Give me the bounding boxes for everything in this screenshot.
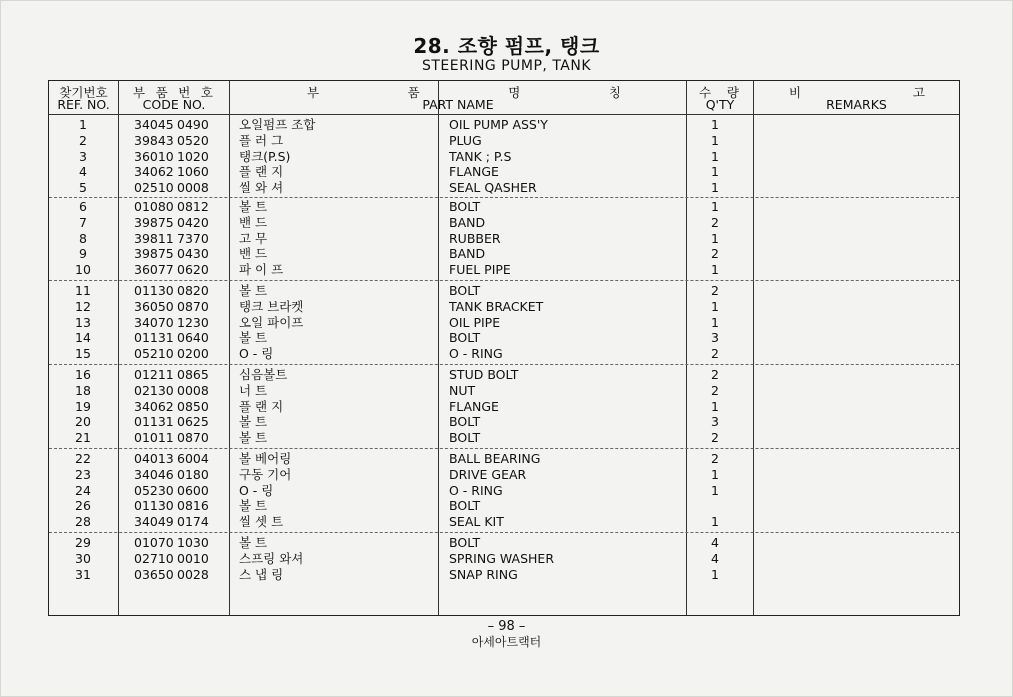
part-name-english: BOLT — [449, 535, 481, 550]
code-part-1: 01131 — [134, 330, 174, 346]
ref-no: 1 — [79, 117, 87, 132]
part-name-english: NUT — [449, 382, 476, 398]
quantity: 2 — [711, 346, 719, 362]
quantity: 1 — [711, 314, 719, 330]
quantity: 1 — [711, 398, 719, 414]
code-part-1: 02130 — [134, 382, 174, 398]
ref-no: 7 — [79, 214, 87, 230]
table-row — [49, 117, 961, 133]
part-name-korean: 스프링 와셔 — [239, 550, 304, 566]
code-part-2: 0008 — [177, 180, 209, 196]
code-part-2: 0865 — [177, 367, 209, 382]
part-name-korean: 볼 트 — [239, 498, 268, 514]
ref-no: 28 — [75, 514, 91, 530]
code-part-2: 0174 — [177, 514, 209, 530]
quantity: 1 — [711, 230, 719, 246]
ref-no: 30 — [75, 550, 91, 566]
part-name-english: DRIVE GEAR — [449, 466, 527, 482]
part-name-english: BAND — [449, 246, 486, 262]
code-part-1: 34062 — [134, 164, 174, 180]
table-row — [49, 414, 961, 430]
part-name-korean: 볼 트 — [239, 283, 268, 298]
code-part-2: 0520 — [177, 132, 209, 148]
ref-no: 8 — [79, 230, 87, 246]
header-qty-en: Q'TY — [705, 97, 735, 112]
table-row — [49, 133, 961, 149]
header-ref-en: REF. NO. — [57, 97, 110, 112]
table-row — [49, 180, 961, 196]
quantity: 1 — [711, 566, 719, 582]
quantity: 1 — [711, 132, 719, 148]
code-part-1: 36050 — [134, 298, 174, 314]
header-remarks-en: REMARKS — [826, 97, 887, 112]
ref-no: 6 — [79, 199, 87, 214]
header-ref-ko: 찾기번호 — [59, 85, 108, 100]
table-row — [49, 149, 961, 165]
table-row — [49, 399, 961, 415]
quantity: 3 — [711, 330, 719, 346]
part-name-korean: 볼 트 — [239, 430, 268, 446]
quantity: 1 — [711, 466, 719, 482]
ref-no: 20 — [75, 414, 91, 430]
part-name-korean: 오일펌프 조합 — [239, 117, 316, 132]
table-row — [49, 315, 961, 331]
part-name-korean: 플 랜 지 — [239, 398, 284, 414]
code-part-1: 04013 — [134, 451, 174, 466]
table-row — [49, 330, 961, 346]
table-row — [49, 514, 961, 530]
quantity: 1 — [711, 298, 719, 314]
ref-no: 23 — [75, 466, 91, 482]
code-part-1: 01080 — [134, 199, 174, 214]
code-part-1: 05210 — [134, 346, 174, 362]
code-part-1: 34045 — [134, 117, 174, 132]
quantity: 4 — [711, 550, 719, 566]
ref-no: 11 — [75, 283, 91, 298]
quantity: 1 — [711, 199, 719, 214]
code-part-2: 0180 — [177, 466, 209, 482]
part-name-korean: 볼 트 — [239, 330, 268, 346]
part-name-korean: 구동 기어 — [239, 466, 292, 482]
part-name-korean: 씰 셋 트 — [239, 514, 284, 530]
code-part-2: 0850 — [177, 398, 209, 414]
header-remarks-ko: 비 고 — [789, 85, 925, 100]
code-part-2: 1060 — [177, 164, 209, 180]
part-name-english: TANK BRACKET — [449, 298, 544, 314]
code-part-1: 01070 — [134, 535, 174, 550]
table-row — [49, 567, 961, 583]
code-part-1: 02710 — [134, 550, 174, 566]
part-name-english: BOLT — [449, 498, 481, 514]
table-row — [49, 498, 961, 514]
part-name-english: PLUG — [449, 132, 482, 148]
quantity: 1 — [711, 117, 719, 132]
table-row — [49, 262, 961, 278]
code-part-1: 02510 — [134, 180, 174, 196]
part-name-english: O - RING — [449, 482, 503, 498]
table-row — [49, 246, 961, 262]
code-part-1: 39875 — [134, 246, 174, 262]
part-name-korean: O - 링 — [239, 346, 274, 362]
table-row — [49, 199, 961, 215]
code-part-2: 0028 — [177, 566, 209, 582]
ref-no: 22 — [75, 451, 91, 466]
part-name-korean: 플 러 그 — [239, 132, 284, 148]
code-part-2: 0640 — [177, 330, 209, 346]
quantity: 1 — [711, 164, 719, 180]
table-row — [49, 430, 961, 446]
ref-no: 10 — [75, 262, 91, 278]
code-part-1: 01130 — [134, 498, 174, 514]
quantity: 1 — [711, 180, 719, 196]
quantity: 2 — [711, 451, 719, 466]
table-row — [49, 483, 961, 499]
part-name-english: O - RING — [449, 346, 503, 362]
code-part-2: 0010 — [177, 550, 209, 566]
table-row — [49, 164, 961, 180]
code-part-1: 39843 — [134, 132, 174, 148]
ref-no: 13 — [75, 314, 91, 330]
header-code-en: CODE NO. — [142, 97, 206, 112]
quantity: 2 — [711, 246, 719, 262]
code-part-1: 01131 — [134, 414, 174, 430]
ref-no: 24 — [75, 482, 91, 498]
code-part-1: 01130 — [134, 283, 174, 298]
code-part-1: 34062 — [134, 398, 174, 414]
quantity: 2 — [711, 214, 719, 230]
code-part-2: 0490 — [177, 117, 209, 132]
quantity: 1 — [711, 148, 719, 164]
table-row — [49, 383, 961, 399]
part-name-english: BOLT — [449, 430, 481, 446]
quantity: 2 — [711, 367, 719, 382]
table-row — [49, 451, 961, 467]
header-divider — [49, 114, 959, 115]
table-row — [49, 367, 961, 383]
ref-no: 21 — [75, 430, 91, 446]
code-part-2: 0430 — [177, 246, 209, 262]
part-name-korean: 심음볼트 — [239, 367, 288, 382]
part-name-english: FLANGE — [449, 398, 499, 414]
code-part-1: 34070 — [134, 314, 174, 330]
table-row — [49, 551, 961, 567]
part-name-english: SEAL QASHER — [449, 180, 537, 196]
code-part-2: 0816 — [177, 498, 209, 514]
part-name-korean: 탱크 브라켓 — [239, 298, 304, 314]
code-part-2: 0420 — [177, 214, 209, 230]
group-separator — [49, 197, 959, 198]
part-name-english: RUBBER — [449, 230, 501, 246]
code-part-1: 39875 — [134, 214, 174, 230]
quantity: 1 — [711, 482, 719, 498]
part-name-english: FLANGE — [449, 164, 499, 180]
header-part-ko: 부 품 명 칭 — [307, 85, 621, 100]
parts-table — [48, 80, 960, 616]
part-name-english: SNAP RING — [449, 566, 518, 582]
part-name-korean: O - 링 — [239, 482, 274, 498]
part-name-korean: 탱크(P.S) — [239, 148, 291, 164]
part-name-english: FUEL PIPE — [449, 262, 511, 278]
ref-no: 12 — [75, 298, 91, 314]
part-name-english: BOLT — [449, 199, 481, 214]
code-part-2: 6004 — [177, 451, 209, 466]
part-name-english: BOLT — [449, 414, 481, 430]
code-part-2: 0820 — [177, 283, 209, 298]
code-part-2: 1030 — [177, 535, 209, 550]
part-name-korean: 볼 트 — [239, 535, 268, 550]
code-part-2: 0200 — [177, 346, 209, 362]
code-part-2: 0870 — [177, 430, 209, 446]
part-name-korean: 밴 드 — [239, 214, 268, 230]
code-part-1: 39811 — [134, 230, 174, 246]
code-part-2: 7370 — [177, 230, 209, 246]
table-row — [49, 467, 961, 483]
ref-no: 31 — [75, 566, 91, 582]
ref-no: 18 — [75, 382, 91, 398]
table-row — [49, 346, 961, 362]
group-separator — [49, 448, 959, 449]
ref-no: 19 — [75, 398, 91, 414]
part-name-korean: 씰 와 셔 — [239, 180, 284, 196]
code-part-2: 1230 — [177, 314, 209, 330]
part-name-korean: 볼 트 — [239, 199, 268, 214]
quantity: 1 — [711, 262, 719, 278]
table-row — [49, 283, 961, 299]
ref-no: 5 — [79, 180, 87, 196]
part-name-english: OIL PIPE — [449, 314, 501, 330]
table-row — [49, 231, 961, 247]
part-name-english: BOLT — [449, 283, 481, 298]
table-row — [49, 535, 961, 551]
ref-no: 15 — [75, 346, 91, 362]
part-name-english: BOLT — [449, 330, 481, 346]
part-name-korean: 플 랜 지 — [239, 164, 284, 180]
part-name-korean: 오일 파이프 — [239, 314, 304, 330]
part-name-korean: 고 무 — [239, 230, 268, 246]
ref-no: 9 — [79, 246, 87, 262]
quantity: 2 — [711, 283, 719, 298]
publisher-name: 아세아트랙터 — [471, 635, 542, 649]
part-name-english: SEAL KIT — [449, 514, 504, 530]
part-name-english: TANK ; P.S — [449, 148, 512, 164]
part-name-korean: 파 이 프 — [239, 262, 284, 278]
code-part-1: 34049 — [134, 514, 174, 530]
group-separator — [49, 280, 959, 281]
code-part-1: 05230 — [134, 482, 174, 498]
part-name-english: SPRING WASHER — [449, 550, 554, 566]
header-code-ko: 부 품 번 호 — [133, 85, 213, 100]
part-name-english: STUD BOLT — [449, 367, 519, 382]
code-part-2: 0600 — [177, 482, 209, 498]
part-name-english: BAND — [449, 214, 486, 230]
ref-no: 26 — [75, 498, 91, 514]
part-name-korean: 밴 드 — [239, 246, 268, 262]
ref-no: 16 — [75, 367, 91, 382]
ref-no: 14 — [75, 330, 91, 346]
code-part-2: 0870 — [177, 298, 209, 314]
quantity: 1 — [711, 514, 719, 530]
part-name-english: BALL BEARING — [449, 451, 541, 466]
ref-no: 3 — [79, 148, 87, 164]
code-part-1: 34046 — [134, 466, 174, 482]
part-name-korean: 스 냅 링 — [239, 566, 284, 582]
code-part-2: 0625 — [177, 414, 209, 430]
code-part-1: 03650 — [134, 566, 174, 582]
quantity: 2 — [711, 430, 719, 446]
header-part-en: PART NAME — [422, 97, 494, 112]
part-name-english: OIL PUMP ASS'Y — [449, 117, 548, 132]
header-qty-ko: 수 량 — [699, 85, 739, 100]
quantity: 4 — [711, 535, 719, 550]
quantity: 3 — [711, 414, 719, 430]
ref-no: 4 — [79, 164, 87, 180]
code-part-2: 1020 — [177, 148, 209, 164]
table-row — [49, 299, 961, 315]
code-part-2: 0008 — [177, 382, 209, 398]
part-name-korean: 볼 트 — [239, 414, 268, 430]
group-separator — [49, 364, 959, 365]
group-separator — [49, 532, 959, 533]
code-part-1: 36077 — [134, 262, 174, 278]
quantity: 2 — [711, 382, 719, 398]
code-part-1: 01011 — [134, 430, 174, 446]
table-row — [49, 215, 961, 231]
part-name-korean: 너 트 — [239, 382, 268, 398]
code-part-1: 36010 — [134, 148, 174, 164]
ref-no: 29 — [75, 535, 91, 550]
code-part-1: 01211 — [134, 367, 174, 382]
page-title-english: STEERING PUMP, TANK — [421, 58, 592, 74]
code-part-2: 0620 — [177, 262, 209, 278]
ref-no: 2 — [79, 132, 87, 148]
page-number: – 98 – — [487, 619, 526, 634]
code-part-2: 0812 — [177, 199, 209, 214]
part-name-korean: 볼 베어링 — [239, 451, 292, 466]
page-title-korean: 28. 조향 펌프, 탱크 — [413, 34, 600, 58]
